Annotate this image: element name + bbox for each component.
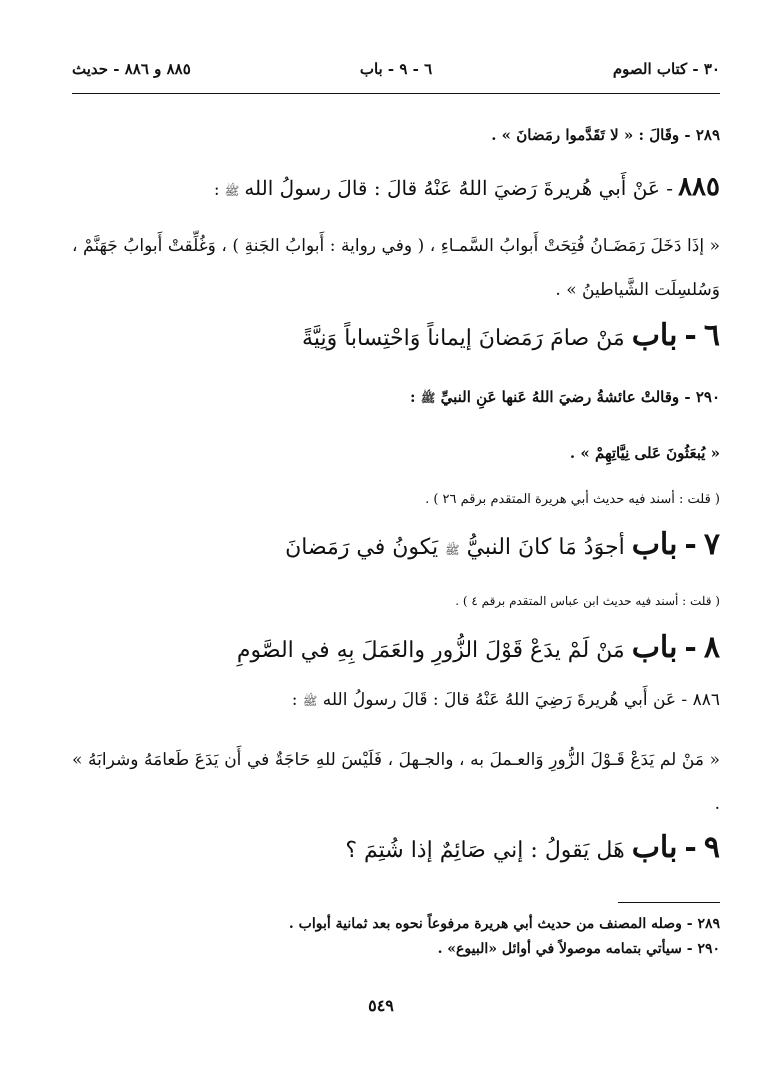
chapter-8-title: مَنْ لَمْ يدَعْ قَوْلَ الزُّورِ والعَمَلَ بِهِ في الصَّومِ xyxy=(236,638,625,663)
chapter-7-word: باب xyxy=(631,527,678,562)
colon: : xyxy=(410,388,416,406)
chapter-9-word: باب xyxy=(631,830,678,865)
footnote-289: ٢٨٩ - وصله المصنف من حديث أبي هريرة مرفوعاً نحوه بعد ثمانية أبواب . xyxy=(288,916,720,932)
salutation-mark: ﷺ xyxy=(445,543,460,557)
header-book-title: ٣٠ - كتاب الصوم xyxy=(612,60,720,78)
colon: : xyxy=(291,690,298,710)
chapter-6-word: باب xyxy=(631,318,678,353)
chapter-8-heading: ٨ - باب مَنْ لَمْ يدَعْ قَوْلَ الزُّورِ والعَمَلَ بِهِ في الصَّومِ xyxy=(236,630,720,665)
chapter-9-number: ٩ xyxy=(703,830,720,865)
header-divider xyxy=(72,93,720,94)
chapter-7-title-b: يَكونُ في رَمَضانَ xyxy=(285,535,439,560)
chapter-7-number: ٧ xyxy=(703,527,720,562)
chapter-7-title-a: أجوَدُ مَا كانَ النبيُّ xyxy=(466,535,625,560)
header-hadith-range: ٨٨٥ و ٨٨٦ - حديث xyxy=(72,60,191,78)
chapter-9-title: هَل يَقولُ : إني صَائِمٌ إذا شُتِمَ ؟ xyxy=(345,838,625,863)
chapter-7-heading: ٧ - باب أجوَدُ مَا كانَ النبيُّ ﷺ يَكونُ في رَمَضانَ xyxy=(285,527,720,562)
chapter-8-word: باب xyxy=(631,630,678,665)
hadith-886-isnad: ٨٨٦ - عَن أَبي هُريرةَ رَضِيَ اللهُ عَنْهُ قالَ : قَالَ رسولُ الله xyxy=(322,690,720,710)
header-chapter-range: ٦ - ٩ - باب xyxy=(359,60,433,78)
chapter-8-number: ٨ xyxy=(703,630,720,665)
hadith-290-heading xyxy=(72,388,720,408)
chapter-6-heading: ٦ - باب مَنْ صامَ رَمَضانَ إيماناً وَاحْتِساباً وَنِيَّةً xyxy=(302,318,720,353)
footnote-divider xyxy=(618,902,720,903)
chapter-6-number: ٦ xyxy=(703,318,720,353)
running-header xyxy=(72,54,720,88)
hadith-886-body: « مَنْ لم يَدَعْ قَـوْلَ الزُّورِ وَالعـملَ به ، والجـهلَ ، فَلَيْسَ للهِ حَاجَةٌ في أَن يَدَعَ طَعامَهُ وشرابَهُ » . xyxy=(72,750,720,814)
footnotes xyxy=(72,912,720,962)
hadith-885-body: « إذَا دَخَلَ رَمَضَـانُ فُتِحَتْ أَبوابُ السَّمـاءِ ، ( وفي رواية : أَبوابُ الجَنةِ ) ، وَغُلِّقتْ أَبوابُ جَهَنَّمْ ، وَسُلسِلَت الشَّياطينُ » . xyxy=(72,236,720,300)
colon: : xyxy=(213,180,220,200)
hadith-886-heading xyxy=(72,690,720,711)
hadith-885-isnad: - عَنْ أَبي هُريرةَ رَضيَ اللهُ عَنْهُ قالَ : قالَ رسولُ الله xyxy=(244,176,673,200)
hadith-289: ٢٨٩ - وقَالَ : « لا تَقَدَّموا رمَضانَ » . xyxy=(491,126,720,144)
hadith-885-number: ٨٨٥ xyxy=(678,172,720,202)
salutation-mark: ﷺ xyxy=(420,391,436,405)
note-1: ( قلت : أسند فيه حديث أبي هريرة المتقدم برقم ٢٦ ) . xyxy=(425,492,720,507)
footnote-290: ٢٩٠ - سيأتي بتمامه موصولاً في أوائل «البيوع» . xyxy=(437,941,720,957)
hadith-290-text: ٢٩٠ - وقالتْ عائشةُ رضيَ اللهُ عَنها عَنِ النبيِّ xyxy=(440,388,720,406)
chapter-6-title: مَنْ صامَ رَمَضانَ إيماناً وَاحْتِساباً وَنِيَّةً xyxy=(302,326,625,351)
page-number: ٥٤٩ xyxy=(368,996,394,1015)
salutation-mark: ﷺ xyxy=(224,184,240,198)
salutation-mark: ﷺ xyxy=(302,694,318,708)
hadith-885-heading xyxy=(72,172,720,202)
note-2: ( قلت : أسند فيه حديث ابن عباس المتقدم برقم ٤ ) . xyxy=(455,594,720,608)
hadith-290-body: « يُبعَثُونَ عَلى نِيَّاتِهِمْ » . xyxy=(569,444,720,462)
chapter-9-heading: ٩ - باب هَل يَقولُ : إني صَائِمٌ إذا شُتِمَ ؟ xyxy=(345,830,720,865)
